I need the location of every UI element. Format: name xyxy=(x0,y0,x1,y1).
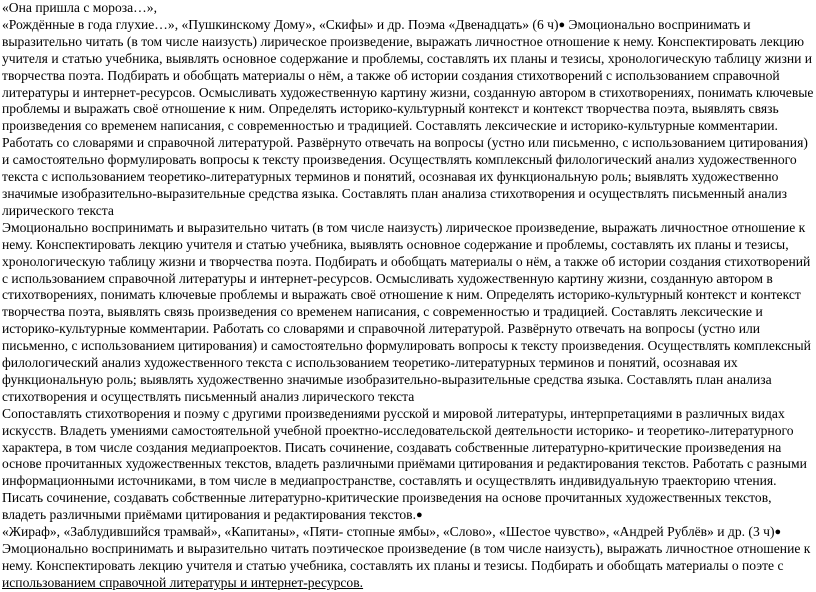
activity-description: Эмоционально воспринимать и выразительно читать (в том числе наизусть) лирическое произведение, выражать личностное отношение к нему. Конспектировать лекцию учителя и статью учебника, выявлять основное содержание и проблемы, составлять их планы и тезисы, хронологическую таблицу жизни и творчества поэта. Подбирать и обобщать материалы о нём, а также об истории создания стихотворений с использованием справочной литературы и интернет-ресурсов. Осмысливать художественную картину жизни, созданную автором в стихотворениях, понимать ключевые проблемы и выражать своё отношение к ним. Определять историко-культурный контекст и контекст творчества поэта, выявлять связь произведения со временем написания, с современностью и традицией. Составлять лексические и историко-культурные комментарии. Работать со словарями и справочной литературой. Развёрнуто отвечать на вопросы (устно или письменно, с использованием цитирования) и самостоятельно формулировать вопросы к тексту произведения. Осуществлять комплексный филологический анализ художественного текста с использованием теоретико-литературных терминов и понятий, осознавая их функциональную роль; выявлять художественно значимые изобразительно-выразительные средства языка. Составлять план анализа стихотворения и осуществлять письменный анализ лирического текста xyxy=(2,219,811,404)
activity-description: Эмоционально воспринимать и выразительно читать (в том числе наизусть) лирическое произведение, выражать личностное отношение к нему. Конспектировать лекцию учителя и статью учебника, выявлять основное содержание и проблемы, составлять их планы и тезисы, хронологическую таблицу жизни и творчества поэта. Подбирать и обобщать материалы о нём, а также об истории создания стихотворений с использованием справочной литературы и интернет-ресурсов. Осмысливать художественную картину жизни, созданную автором в стихотворениях, понимать ключевые проблемы и выражать своё отношение к ним. Определять историко-культурный контекст и контекст творчества поэта, выявлять связь произведения со временем написания, с современностью и традицией. Составлять лексические и историко-культурные комментарии. Работать со словарями и справочной литературой. Развёрнуто отвечать на вопросы (устно или письменно, с использованием цитирования) и самостоятельно формулировать вопросы к тексту произведения. Осуществлять комплексный филологический анализ художественного текста с использованием теоретико-литературных терминов и понятий, осознавая их функциональную роль; выявлять художественно значимые изобразительно-выразительные средства языка. Составлять план анализа стихотворения и осуществлять письменный анализ лирического текста xyxy=(2,16,814,218)
underlined-text: использованием справочной литературы и интернет-ресурсов. xyxy=(2,574,364,590)
works-list: «Рождённые в года глухие…», «Пушкинскому Дому», «Скифы» и др. Поэма «Двенадцать» (6 ч) xyxy=(2,16,559,32)
bullet-icon: ● xyxy=(774,526,782,539)
bullet-icon: ● xyxy=(558,18,566,31)
activity-description: Эмоционально воспринимать и выразительно читать поэтическое произведение (в том числе наизусть), выражать личностное отношение к нему. Конспектировать лекцию учителя и статью учебника, составлять их планы и тезисы. Подбирать и обобщать материалы о поэте с xyxy=(2,541,811,573)
text-line: «Она пришла с мороза…», xyxy=(2,0,157,15)
paragraph-gumilev xyxy=(2,524,814,592)
paragraph-comparison xyxy=(2,406,814,524)
paragraph-activities xyxy=(2,220,814,406)
paragraph-blok xyxy=(2,17,814,220)
works-list: «Жираф», «Заблудившийся трамвай», «Капитаны», «Пяти- стопные ямбы», «Слово», «Шестое чувство», «Андрей Рублёв» и др. (3 ч) xyxy=(2,524,775,540)
bullet-icon: ● xyxy=(416,509,423,522)
paragraph-title-line xyxy=(2,0,814,17)
activity-description: Сопоставлять стихотворения и поэму с другими произведениями русской и мировой литературы, интерпретациями в различных видах искусств. Владеть умениями самостоятельной учебной проектно-исследовательской деятельности историко- и теоретико-литературного характера, в том числе создания медиапроектов. Писать сочинение, создавать собственные литературно-критические произведения на основе прочитанных художественных текстов, владеть различными приёмами цитирования и редактирования текстов. Работать с разными информационными источниками, в том числе в медиапространстве, составлять и осуществлять индивидуальную траекторию чтения. Писать сочинение, создавать собственные литературно-критические произведения на основе прочитанных художественных текстов, владеть различными приёмами цитирования и редактирования текстов. xyxy=(2,405,807,523)
